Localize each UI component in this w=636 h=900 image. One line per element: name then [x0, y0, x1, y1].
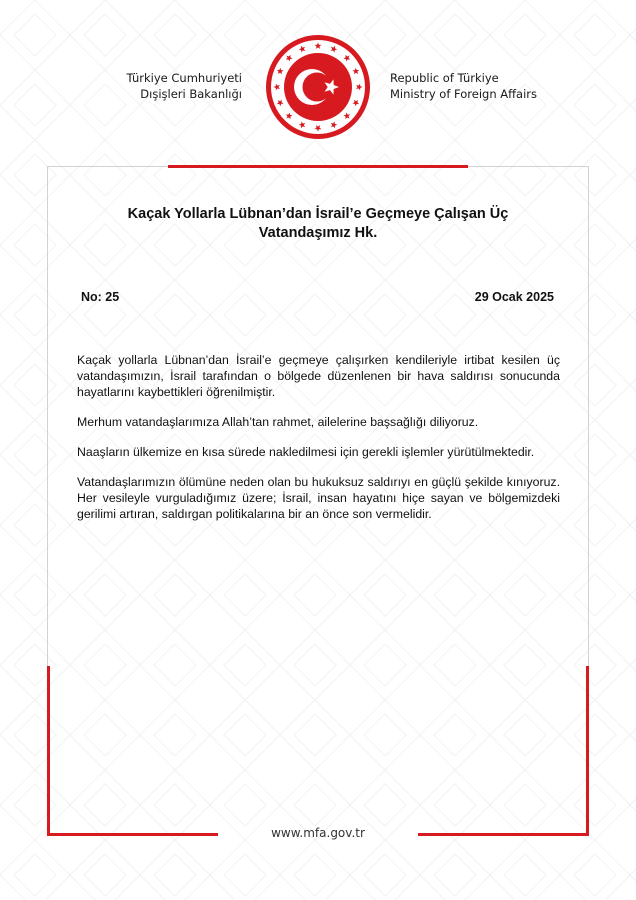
header-right-line2: Ministry of Foreign Affairs	[390, 87, 538, 101]
bottom-left-red-bar	[47, 833, 218, 836]
top-red-bar	[168, 165, 468, 168]
bottom-right-red-bar	[418, 833, 589, 836]
frame-top-left	[47, 166, 168, 167]
body-paragraph: Vatandaşlarımızın ölümüne neden olan bu hukuksuz saldırıyı en güçlü şekilde kınıyoruz. Her vesileyle vurguladığımız üzere; İsrail, insan hayatını hiçe sayan ve bölgemizdeki gerilimi artıran, saldırgan politikalarına bir an önce son vermelidir.	[77, 475, 560, 521]
body-paragraph: Naaşların ülkemize en kısa sürede nakledilmesi için gerekli işlemler yürütülmektedir.	[77, 445, 535, 459]
document-body	[77, 352, 560, 536]
right-red-bar	[586, 666, 589, 836]
document-title-line1: Kaçak Yollarla Lübnan’dan İsrail’e Geçmeye Çalışan Üç	[127, 206, 509, 222]
header-right-title	[390, 70, 537, 102]
frame-right-side	[588, 166, 589, 666]
header-left-line2: Dışişleri Bakanlığı	[140, 87, 242, 101]
body-paragraph: Merhum vatandaşlarımıza Allah’tan rahmet, ailelerine başsağlığı diliyoruz.	[77, 415, 479, 429]
frame-left-side	[47, 166, 48, 666]
document-title	[90, 205, 546, 243]
document-date: 29 Ocak 2025	[474, 290, 554, 304]
header-left-line1: Türkiye Cumhuriyeti	[126, 71, 242, 85]
left-red-bar	[47, 666, 50, 836]
body-paragraph: Kaçak yollarla Lübnan’dan İsrail’e geçmeye çalışırken kendileriyle irtibat kesilen üç vatandaşımızın, İsrail tarafından o bölgede düzenlenen bir hava saldırısı sonucunda hayatlarını kaybettikleri öğrenilmiştir.	[77, 353, 560, 399]
document-number: No: 25	[81, 290, 120, 304]
header-left-title	[127, 70, 242, 102]
frame-top-right	[468, 166, 589, 167]
header-right-line1: Republic of Türkiye	[390, 71, 499, 85]
footer-website-link[interactable]: www.mfa.gov.tr	[271, 826, 365, 840]
document-title-line2: Vatandaşımız Hk.	[258, 225, 378, 241]
star-crescent-seal-icon	[264, 33, 372, 141]
